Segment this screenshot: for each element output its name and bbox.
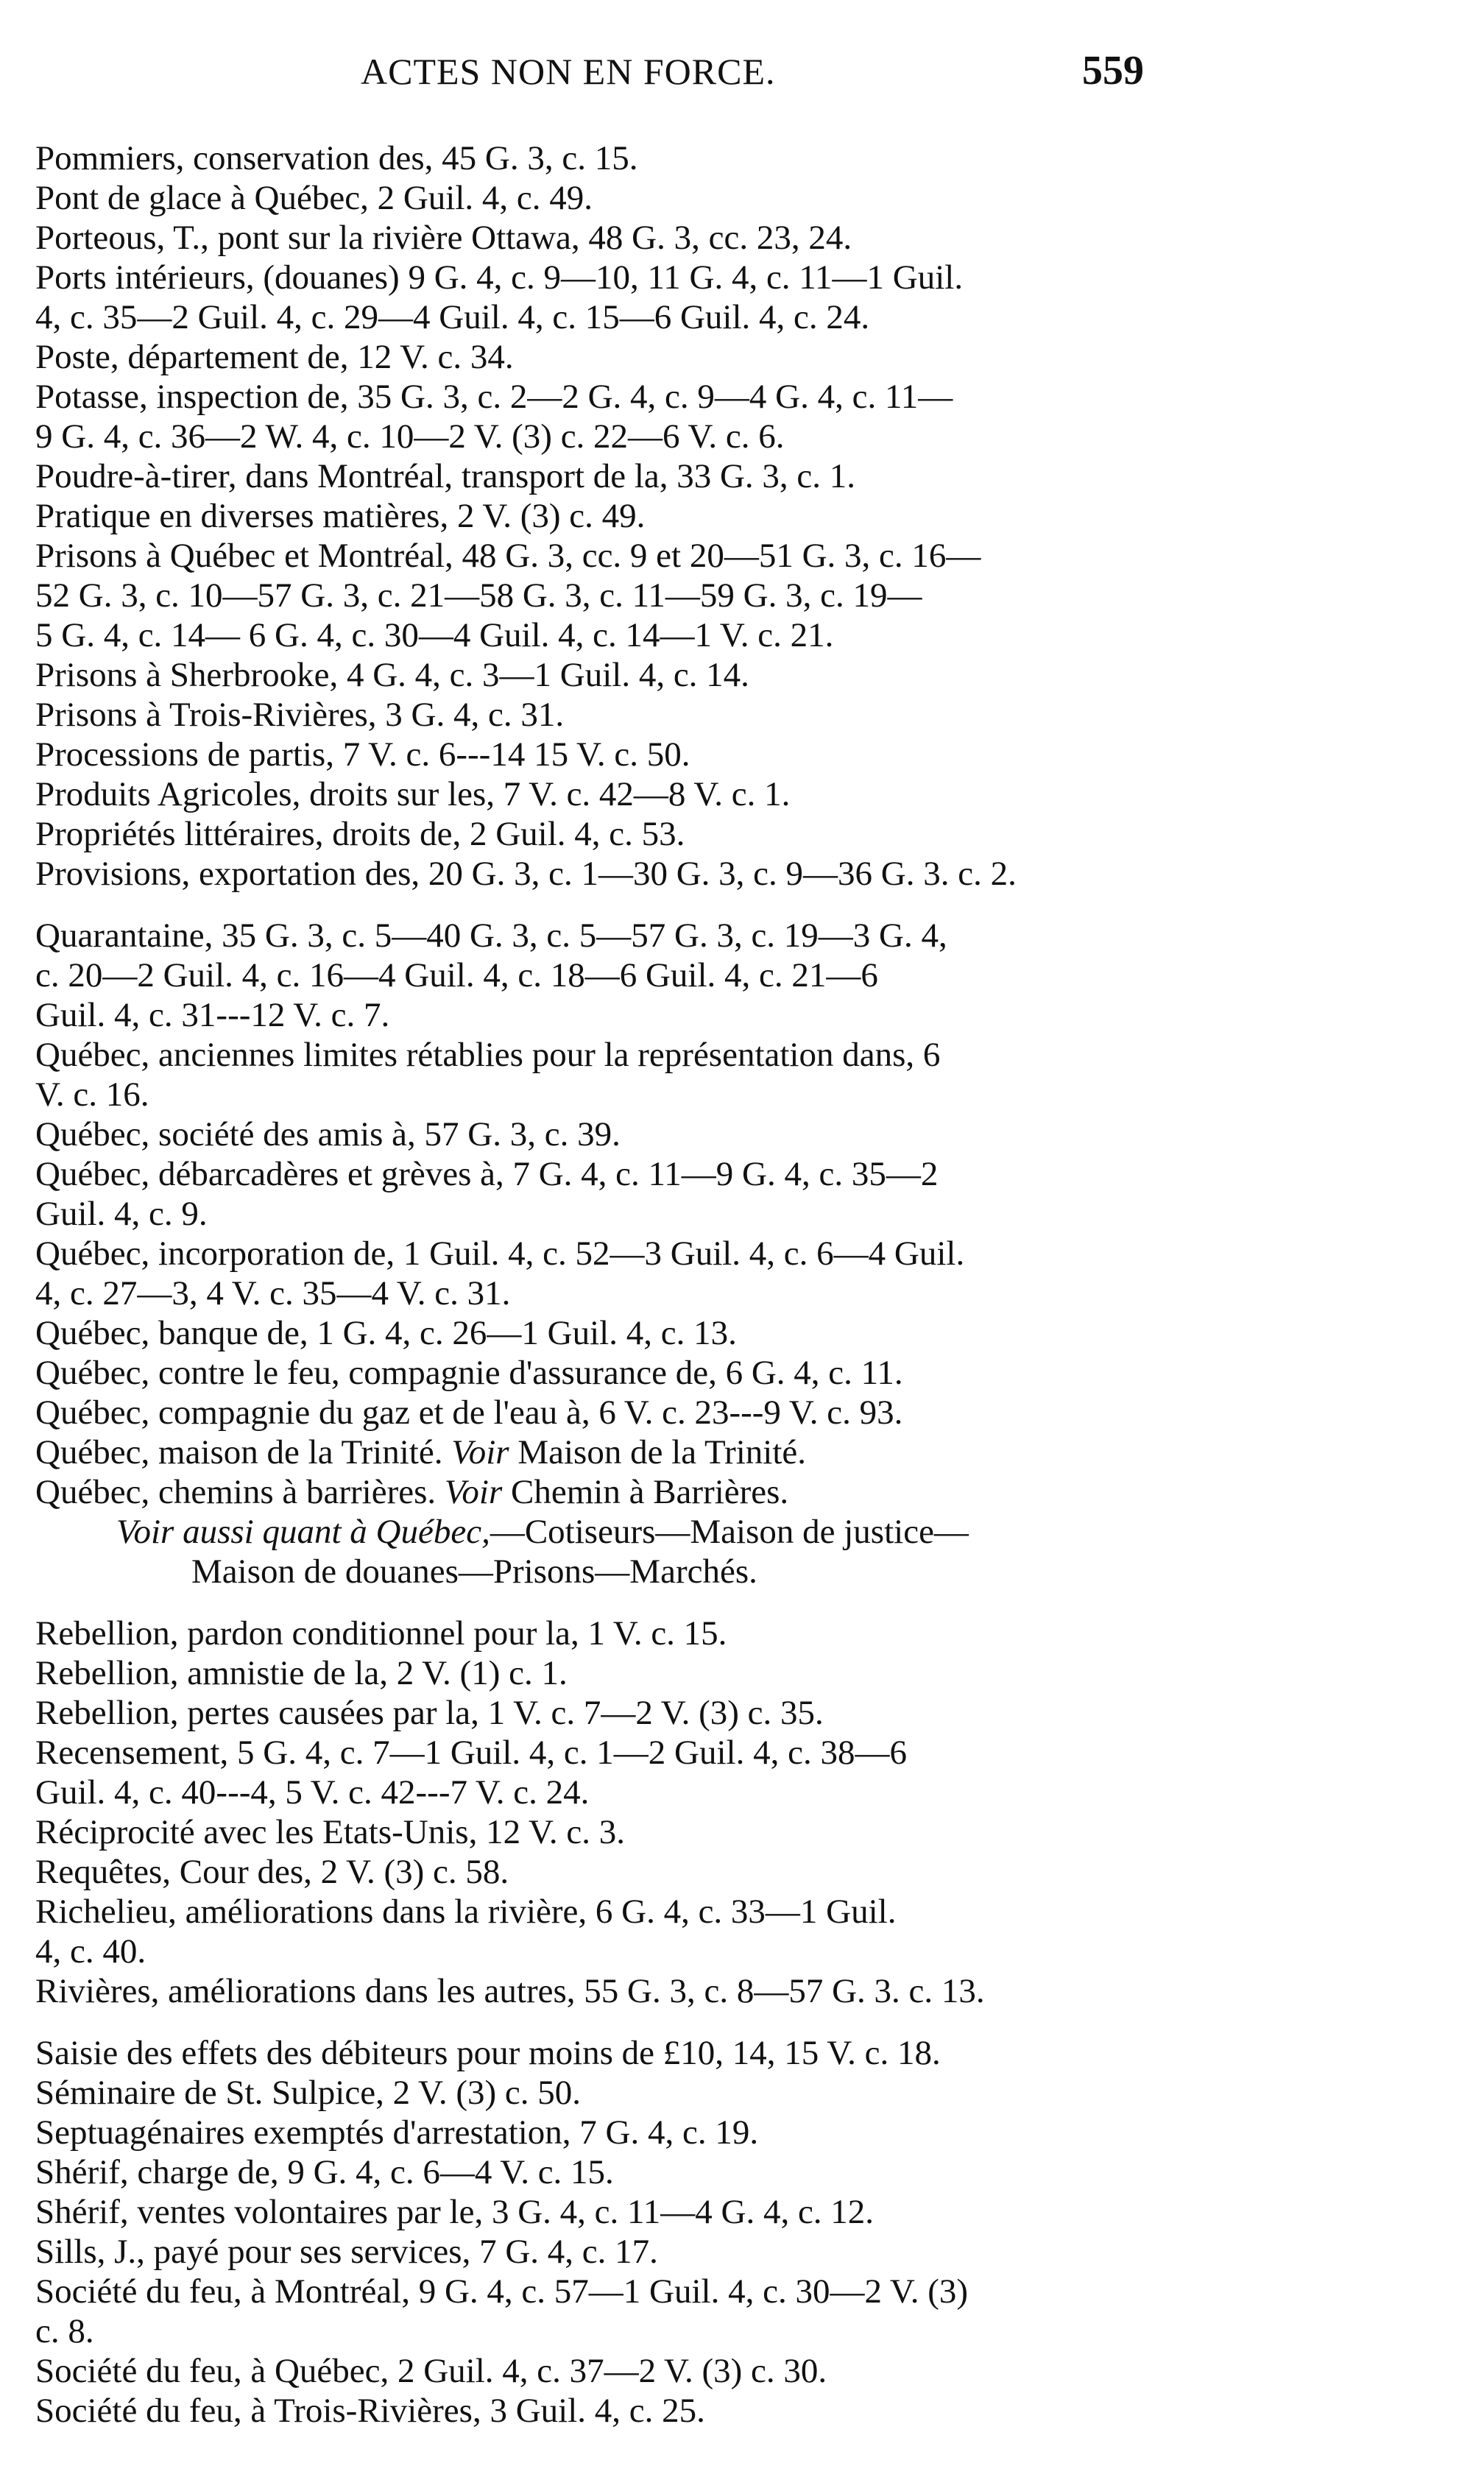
entry-line: 4, c. 35—2 Guil. 4, c. 29—4 Guil. 4, c. 15—6 Guil. 4, c. 24. [35, 298, 870, 336]
entry-line: Québec, compagnie du gaz et de l'eau à, 6 V. c. 23---9 V. c. 93. [35, 1393, 903, 1432]
entry-line: 9 G. 4, c. 36—2 W. 4, c. 10—2 V. (3) c. 22—6 V. c. 6. [35, 417, 785, 456]
index-group [35, 1614, 1213, 2011]
index-entry [35, 2391, 1213, 2431]
entry-line: Québec, incorporation de, 1 Guil. 4, c. 52—3 Guil. 4, c. 6—4 Guil. [35, 1234, 965, 1273]
entry-line: Société du feu, à Québec, 2 Guil. 4, c. 37—2 V. (3) c. 30. [35, 2352, 827, 2390]
index-entry [35, 1733, 1213, 1812]
entry-line [35, 1432, 1213, 1472]
entry-line: 4, c. 40. [35, 1932, 146, 1971]
entry-line [35, 1472, 1213, 1512]
entry-line: Prisons à Québec et Montréal, 48 G. 3, cc. 9 et 20—51 G. 3, c. 16— [35, 537, 981, 575]
entry-line: Québec, contre le feu, compagnie d'assurance de, 6 G. 4, c. 11. [35, 1354, 903, 1392]
entry-line: Quarantaine, 35 G. 3, c. 5—40 G. 3, c. 5—57 G. 3, c. 19—3 G. 4, [35, 916, 947, 955]
index-entry [35, 1154, 1213, 1234]
page-number: 559 [1082, 48, 1144, 93]
index-entry [35, 916, 1213, 1035]
index-entry [35, 1114, 1213, 1154]
index-entry [35, 2232, 1213, 2272]
entry-line: Shérif, ventes volontaires par le, 3 G. 4, c. 11—4 G. 4, c. 12. [35, 2193, 875, 2231]
voir-aussi-label: Voir aussi quant à Québec, [116, 1513, 490, 1551]
index-entry [35, 2152, 1213, 2192]
index-entry [35, 377, 1213, 456]
entry-line: Pont de glace à Québec, 2 Guil. 4, c. 49. [35, 179, 593, 217]
voir-aussi-text: —Cotiseurs—Maison de justice— [490, 1513, 969, 1551]
entry-line: Poste, département de, 12 V. c. 34. [35, 338, 514, 376]
index-entry [35, 1852, 1213, 1892]
page-header [0, 50, 1484, 109]
index-entry [35, 1035, 1213, 1114]
entry-line: Société du feu, à Trois-Rivières, 3 Guil. 4, c. 25. [35, 2392, 705, 2430]
entry-line: 5 G. 4, c. 14— 6 G. 4, c. 30—4 Guil. 4, c. 14—1 V. c. 21. [35, 616, 834, 654]
entry-line: Richelieu, améliorations dans la rivière, 6 G. 4, c. 33—1 Guil. [35, 1893, 897, 1931]
index-entry [35, 1614, 1213, 1653]
entry-line: Produits Agricoles, droits sur les, 7 V. c. 42—8 V. c. 1. [35, 775, 791, 813]
entry-line: Poudre-à-tirer, dans Montréal, transport de la, 33 G. 3, c. 1. [35, 457, 856, 495]
entry-line: Porteous, T., pont sur la rivière Ottawa, 48 G. 3, cc. 23, 24. [35, 219, 852, 257]
entry-line: Processions de partis, 7 V. c. 6---14 15 V. c. 50. [35, 735, 690, 774]
entry-line: Rebellion, pardon conditionnel pour la, 1 V. c. 15. [35, 1614, 727, 1653]
entry-line: Prisons à Trois-Rivières, 3 G. 4, c. 31. [35, 696, 565, 734]
index-entry [35, 1313, 1213, 1353]
index-entry [35, 536, 1213, 655]
entry-line: Réciprocité avec les Etats-Unis, 12 V. c. 3. [35, 1813, 625, 1851]
index-entry [35, 496, 1213, 536]
index-entry [35, 735, 1213, 774]
entry-line: Requêtes, Cour des, 2 V. (3) c. 58. [35, 1853, 509, 1891]
index-entry [35, 774, 1213, 814]
entry-line: Prisons à Sherbrooke, 4 G. 4, c. 3—1 Guil. 4, c. 14. [35, 656, 749, 694]
index-entry [35, 178, 1213, 218]
entry-text: Chemin à Barrières. [502, 1473, 789, 1511]
index-entry [35, 2113, 1213, 2152]
entry-line: Potasse, inspection de, 35 G. 3, c. 2—2 G. 4, c. 9—4 G. 4, c. 11— [35, 378, 953, 416]
entry-line: Rebellion, pertes causées par la, 1 V. c. 7—2 V. (3) c. 35. [35, 1694, 824, 1732]
index-entry [35, 258, 1213, 337]
index-entry [35, 456, 1213, 496]
entry-line: Pommiers, conservation des, 45 G. 3, c. 15. [35, 139, 638, 177]
voir-aussi-line [35, 1512, 1213, 1552]
entry-line: Shérif, charge de, 9 G. 4, c. 6—4 V. c. 15. [35, 2153, 614, 2191]
entry-line: Guil. 4, c. 40---4, 5 V. c. 42---7 V. c. 24. [35, 1773, 590, 1812]
index-group [35, 138, 1213, 894]
entry-text: Québec, maison de la Trinité. [35, 1433, 452, 1471]
index-entry [35, 2033, 1213, 2073]
index-entry [35, 1693, 1213, 1733]
entry-line: Septuagénaires exemptés d'arrestation, 7 G. 4, c. 19. [35, 2113, 759, 2152]
index-entry-voir [35, 1472, 1213, 1512]
entry-line: Sills, J., payé pour ses services, 7 G. 4, c. 17. [35, 2233, 658, 2271]
entry-line: Rebellion, amnistie de la, 2 V. (1) c. 1. [35, 1654, 568, 1692]
entry-line: Guil. 4, c. 9. [35, 1195, 208, 1233]
index-group [35, 2033, 1213, 2431]
index-entry-voir [35, 1432, 1213, 1472]
running-title: ACTES NON EN FORCE. [361, 51, 776, 92]
index-entry [35, 1393, 1213, 1432]
entry-line: 52 G. 3, c. 10—57 G. 3, c. 21—58 G. 3, c. 11—59 G. 3, c. 19— [35, 576, 922, 615]
entry-line: 4, c. 27—3, 4 V. c. 35—4 V. c. 31. [35, 1274, 511, 1312]
index-entry [35, 138, 1213, 178]
index-entry [35, 655, 1213, 695]
index-group [35, 916, 1213, 1591]
entry-text: Maison de la Trinité. [509, 1433, 807, 1471]
index-entry [35, 695, 1213, 735]
entry-line: Séminaire de St. Sulpice, 2 V. (3) c. 50. [35, 2074, 582, 2112]
entry-line: Québec, débarcadères et grèves à, 7 G. 4, c. 11—9 G. 4, c. 35—2 [35, 1155, 939, 1193]
entry-line: V. c. 16. [35, 1075, 149, 1114]
index-entry [35, 854, 1213, 894]
index-entry [35, 1892, 1213, 1971]
index-entry [35, 2192, 1213, 2232]
index-entry [35, 2073, 1213, 2113]
entry-line: Provisions, exportation des, 20 G. 3, c. 1—30 G. 3, c. 9—36 G. 3. c. 2. [35, 855, 1017, 893]
entry-line: c. 8. [35, 2312, 94, 2350]
entry-line: Recensement, 5 G. 4, c. 7—1 Guil. 4, c. 1—2 Guil. 4, c. 38—6 [35, 1734, 907, 1772]
entry-line: Québec, anciennes limites rétablies pour la représentation dans, 6 [35, 1036, 941, 1074]
index-entry [35, 1234, 1213, 1313]
voir-reference: Voir [451, 1433, 509, 1471]
voir-aussi-line: Maison de douanes—Prisons—Marchés. [191, 1552, 757, 1591]
entry-line: Société du feu, à Montréal, 9 G. 4, c. 57—1 Guil. 4, c. 30—2 V. (3) [35, 2272, 969, 2311]
entry-line: Ports intérieurs, (douanes) 9 G. 4, c. 9—10, 11 G. 4, c. 11—1 Guil. [35, 258, 964, 297]
entry-line: Propriétés littéraires, droits de, 2 Guil. 4, c. 53. [35, 815, 685, 853]
entry-line: Québec, banque de, 1 G. 4, c. 26—1 Guil. 4, c. 13. [35, 1314, 737, 1352]
entry-line: c. 20—2 Guil. 4, c. 16—4 Guil. 4, c. 18—6 Guil. 4, c. 21—6 [35, 956, 878, 994]
index-entry [35, 2351, 1213, 2391]
index-entry [35, 1812, 1213, 1852]
entry-line: Rivières, améliorations dans les autres, 55 G. 3, c. 8—57 G. 3. c. 13. [35, 1972, 985, 2010]
index-entry [35, 337, 1213, 377]
entry-line: Guil. 4, c. 31---12 V. c. 7. [35, 996, 390, 1034]
entry-text: Québec, chemins à barrières. [35, 1473, 445, 1511]
index-entry [35, 814, 1213, 854]
index-entry [35, 1353, 1213, 1393]
index-entry [35, 1653, 1213, 1693]
index-entry [35, 1971, 1213, 2011]
entry-line: Pratique en diverses matières, 2 V. (3) c. 49. [35, 497, 646, 535]
index-entries [35, 138, 1213, 2431]
index-entry [35, 2272, 1213, 2351]
entry-line: Québec, société des amis à, 57 G. 3, c. 39. [35, 1115, 621, 1153]
entry-line: Saisie des effets des débiteurs pour moins de £10, 14, 15 V. c. 18. [35, 2034, 941, 2072]
voir-reference: Voir [444, 1473, 503, 1511]
index-entry [35, 218, 1213, 258]
